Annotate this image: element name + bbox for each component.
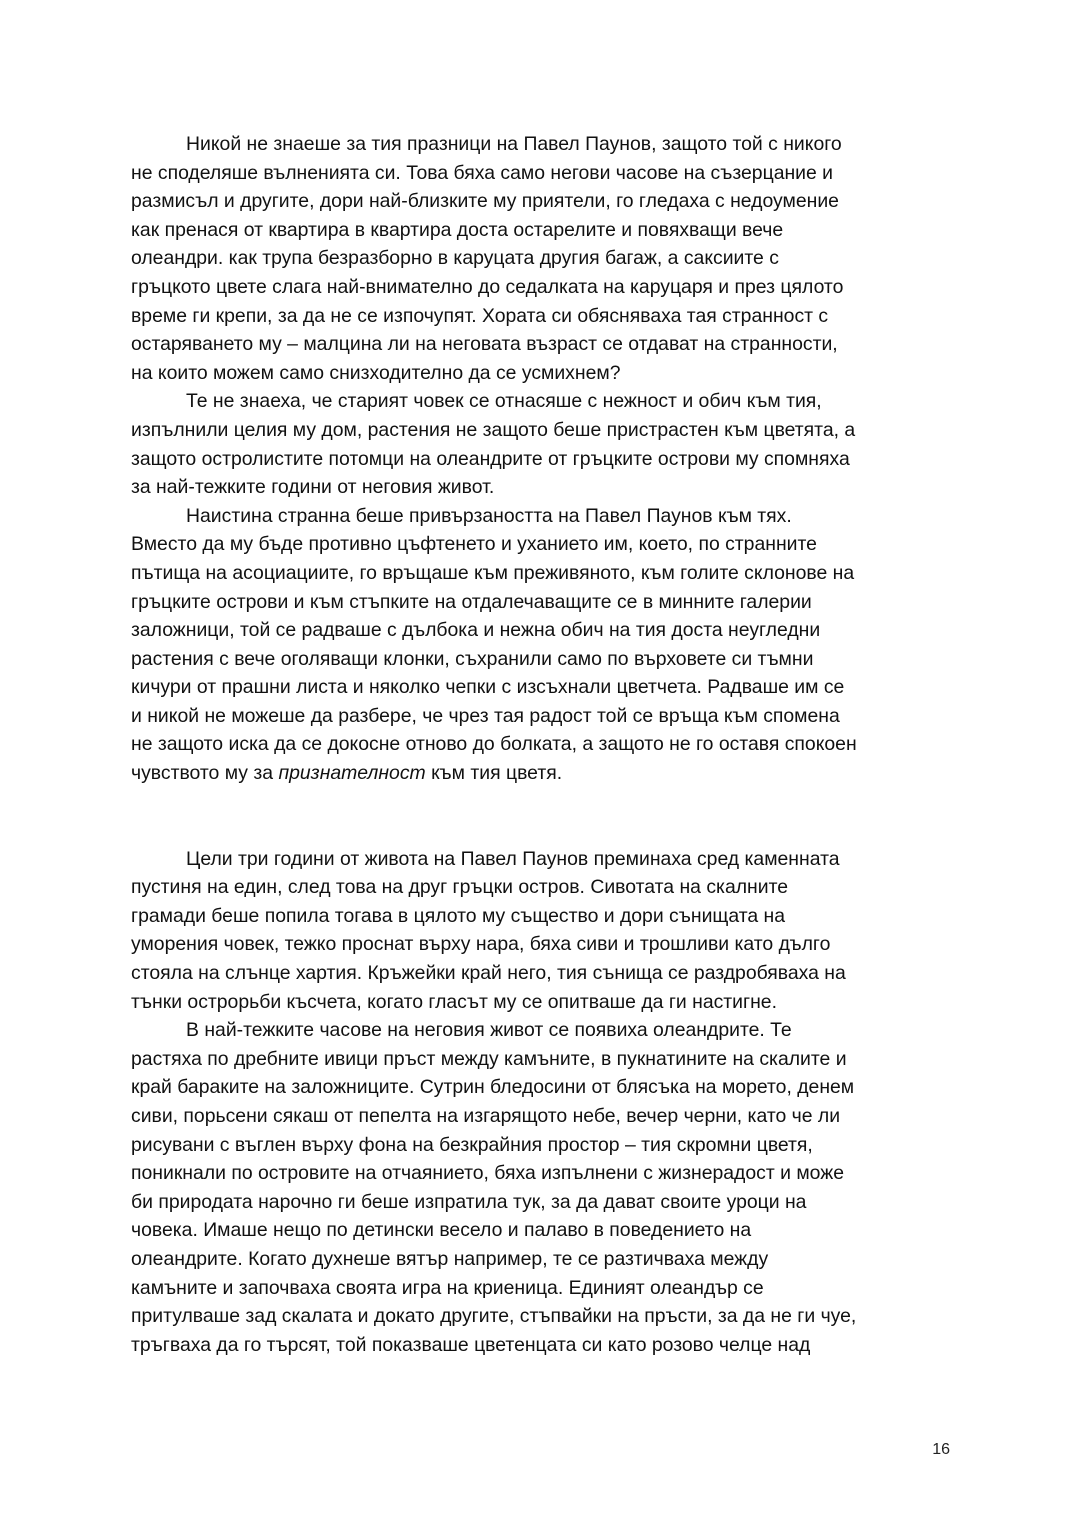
text-line: В най-тежките часове на неговия живот се появиха олеандрите. Те — [186, 1019, 792, 1042]
text-line: растяха по дребните ивици пръст между камъните, в пукнатините на скалите и — [131, 1047, 847, 1070]
text-line: сиви, порьсени сякаш от пепелта на изгарящото небе, вечер черни, като че ли — [131, 1105, 841, 1127]
text-line: би природата нарочно ги беше изпратила тук, за да дават своите уроци на — [131, 1190, 807, 1213]
text-line: за най-тежките години от неговия живот. — [131, 476, 495, 499]
text-line: размисъл и другите, дори най-близките му приятели, го гледаха с недоумение — [131, 190, 839, 213]
text-line: гръцките острови и към стъпките на отдалечаващите се в минните галерии — [131, 590, 812, 613]
text-line: тръгваха да го търсят, той показваше цветенцата си като розово челце над — [131, 1333, 811, 1356]
text-line: и никой не можеше да разбере, че чрез тая радост той се връща към спомена — [131, 704, 840, 727]
text-line: изпълнили целия му дом, растения не защото беше пристрастен към цветята, а — [131, 418, 856, 441]
text-line: олеандрите. Когато духнеше вятър например, те се разтичваха между — [131, 1247, 769, 1270]
text-line-with-emphasis — [131, 759, 951, 788]
section-break — [131, 788, 951, 845]
text-line: Цели три години от живота на Павел Паунов преминаха сред каменната — [186, 847, 840, 870]
text-line: уморения човек, тежко проснат върху нара, бяха сиви и трошливи като дълго — [131, 933, 831, 956]
text-run: към тия цветя. — [425, 762, 563, 785]
emphasized-word: признателност — [278, 762, 426, 785]
text-line: притулваше зад скалата и докато другите, стъпвайки на пръсти, за да не ги чуе, — [131, 1305, 857, 1328]
text-line: заложници, той се радваше с дълбока и нежна обич на тия доста неугледни — [131, 619, 821, 642]
text-line: камъните и започваха своята игра на криеница. Единият олеандър се — [131, 1276, 764, 1299]
text-line: Вместо да му бъде противно цъфтенето и уханието им, което, по странните — [131, 533, 817, 556]
text-line: пустиня на един, след това на друг гръцки остров. Сивотата на скалните — [131, 876, 789, 899]
text-line: край бараките на заложниците. Сутрин бледосини от блясъка на морето, денем — [131, 1076, 855, 1099]
text-line: олеандри. как трупа безразборно в каруцата другия багаж, а саксиите с — [131, 247, 779, 270]
text-line: време ги крепи, за да не се изпочупят. Хората си обясняваха тая странност с — [131, 304, 829, 327]
text-line: човека. Имаше нещо по детински весело и палаво в поведението на — [131, 1219, 752, 1242]
text-line: гръцкото цвете слага най-внимателно до седалката на каруцаря и през цялото — [131, 275, 844, 298]
text-line: пътища на асоциациите, го връщаше към преживяното, към голите склонове на — [131, 561, 855, 584]
text-run: чувството му за — [131, 762, 279, 785]
text-line: защото остролистите потомци на олеандрите от гръцките острови му спомняха — [131, 447, 850, 470]
text-line: Никой не знаеше за тия празници на Павел Паунов, защото той с никого — [186, 133, 842, 155]
text-line: тънки острорьби късчета, когато гласът му се опитваше да ги настигне. — [131, 990, 777, 1013]
text-line: растения с вече оголяващи клонки, съхранили само по върховете си тъмни — [131, 647, 814, 670]
text-line: стояла на слънце хартия. Кръжейки край него, тия сънища се раздробяваха на — [131, 962, 846, 985]
document-body — [131, 130, 951, 1359]
text-line: поникнали по островите на отчаянието, бяха изпълнени с жизнерадост и може — [131, 1162, 844, 1185]
text-line: на които можем само снизходително да се усмихнем? — [131, 361, 621, 384]
page-number: 16 — [932, 1441, 950, 1458]
text-line: кичури от прашни листа и няколко чепки с изсъхнали цветчета. Радваше им се — [131, 676, 845, 699]
text-line: не споделяше вълненията си. Това бяха само негови часове на съзерцание и — [131, 161, 834, 184]
text-line: рисувани с въглен върху фона на безкрайния простор – тия скромни цветя, — [131, 1133, 813, 1156]
text-line: Те не знаеха, че старият човек се отнасяше с нежност и обич към тия, — [186, 390, 822, 413]
text-line: остаряването му – малцина ли на неговата възраст се отдават на странности, — [131, 333, 838, 356]
text-line: как пренася от квартира в квартира доста остарелите и повяхващи вече — [131, 218, 784, 241]
text-line: Наистина странна беше привързаността на Павел Паунов към тях. — [186, 504, 792, 527]
text-line: не защото иска да се докосне отново до болката, а защото не го оставя спокоен — [131, 733, 857, 756]
text-line: грамади беше попила тогава в цялото му същество и дори сънищата на — [131, 904, 786, 927]
